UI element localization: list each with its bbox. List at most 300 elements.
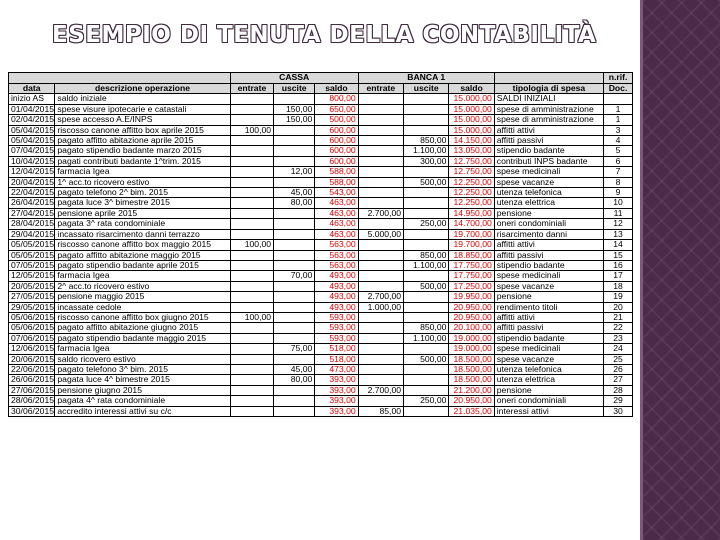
- cell-tipo: pensione: [494, 292, 603, 302]
- cell-tipo: spese di amministrazione: [494, 115, 603, 125]
- cell-b-bal: 15.000,00: [449, 104, 494, 114]
- cell-b-bal: 18.500,00: [449, 364, 494, 374]
- cell-c-out: 70,00: [274, 271, 315, 281]
- cell-b-out: 1.100,00: [404, 333, 449, 343]
- cell-c-bal: 563,00: [315, 260, 358, 270]
- cell-data: 30/06/2015: [9, 406, 55, 416]
- column-header: saldo: [449, 84, 494, 94]
- cassa-header: CASSA: [230, 73, 358, 84]
- cell-data: 07/06/2015: [9, 333, 55, 343]
- cell-b-in: [358, 312, 403, 322]
- cell-doc: 10: [604, 198, 633, 208]
- cell-tipo: utenza elettrica: [494, 375, 603, 385]
- cell-doc: 19: [604, 292, 633, 302]
- cell-tipo: spese vacanze: [494, 281, 603, 291]
- cell-b-bal: 12.250,00: [449, 198, 494, 208]
- cell-desc: saldo iniziale: [55, 94, 230, 104]
- cell-c-out: 80,00: [274, 198, 315, 208]
- cell-desc: incassate cedole: [55, 302, 230, 312]
- cell-b-bal: 17.250,00: [449, 281, 494, 291]
- cell-b-out: 850,00: [404, 136, 449, 146]
- cell-doc: 7: [604, 167, 633, 177]
- cell-doc: 4: [604, 136, 633, 146]
- cell-desc: riscosso canone affitto box giugno 2015: [55, 312, 230, 322]
- cell-b-out: [404, 125, 449, 135]
- cell-desc: pagato stipendio badante marzo 2015: [55, 146, 230, 156]
- cell-c-in: [230, 146, 273, 156]
- cell-c-out: [274, 385, 315, 395]
- cell-c-out: [274, 302, 315, 312]
- cell-b-in: [358, 260, 403, 270]
- cell-c-in: [230, 156, 273, 166]
- cell-data: 28/04/2015: [9, 219, 55, 229]
- cell-desc: farmacia Igea: [55, 344, 230, 354]
- column-header: entrate: [230, 84, 273, 94]
- cell-b-out: [404, 208, 449, 218]
- cell-c-bal: 393,00: [315, 375, 358, 385]
- cell-doc: 5: [604, 146, 633, 156]
- cell-b-in: [358, 354, 403, 364]
- cell-b-bal: 21.035,00: [449, 406, 494, 416]
- cell-b-in: [358, 219, 403, 229]
- cell-c-out: [274, 323, 315, 333]
- cell-c-bal: 493,00: [315, 271, 358, 281]
- cell-c-in: [230, 115, 273, 125]
- cell-doc: 22: [604, 323, 633, 333]
- cell-b-out: [404, 375, 449, 385]
- table-row: [9, 167, 633, 177]
- cell-desc: pagato stipendio badante maggio 2015: [55, 333, 230, 343]
- column-header: data: [9, 84, 55, 94]
- cell-c-bal: 588,00: [315, 167, 358, 177]
- cell-tipo: contributi INPS badante: [494, 156, 603, 166]
- cell-c-out: [274, 177, 315, 187]
- cell-b-in: [358, 94, 403, 104]
- cell-b-out: 850,00: [404, 323, 449, 333]
- cell-c-in: 100,00: [230, 125, 273, 135]
- slide-title: ESEMPIO DI TENUTA DELLA CONTABILITÀ: [52, 22, 597, 48]
- cell-tipo: utenza telefonica: [494, 188, 603, 198]
- table-row: [9, 302, 633, 312]
- cell-tipo: interessi attivi: [494, 406, 603, 416]
- banca-header: BANCA 1: [358, 73, 494, 84]
- cell-b-bal: 20.950,00: [449, 302, 494, 312]
- cell-b-in: [358, 125, 403, 135]
- cell-c-bal: 518,00: [315, 344, 358, 354]
- cell-b-in: [358, 156, 403, 166]
- cell-doc: 17: [604, 271, 633, 281]
- cell-c-out: [274, 312, 315, 322]
- cell-c-bal: 393,00: [315, 406, 358, 416]
- cell-tipo: stipendio badante: [494, 333, 603, 343]
- cell-c-in: [230, 406, 273, 416]
- table-row: [9, 354, 633, 364]
- cell-b-bal: 14.950,00: [449, 208, 494, 218]
- cell-desc: pagati contributi badante 1^trim. 2015: [55, 156, 230, 166]
- cell-b-in: 2.700,00: [358, 208, 403, 218]
- cell-data: 26/04/2015: [9, 198, 55, 208]
- cell-b-out: 850,00: [404, 250, 449, 260]
- cell-doc: 1: [604, 104, 633, 114]
- cell-b-bal: 18.850,00: [449, 250, 494, 260]
- cell-tipo: spese medicinali: [494, 344, 603, 354]
- cell-doc: 15: [604, 250, 633, 260]
- cell-b-in: [358, 323, 403, 333]
- cell-tipo: spese di amministrazione: [494, 104, 603, 114]
- cell-b-bal: 19.000,00: [449, 333, 494, 343]
- table-row: [9, 375, 633, 385]
- cell-c-in: [230, 177, 273, 187]
- cell-c-out: [274, 292, 315, 302]
- cell-c-in: [230, 375, 273, 385]
- cell-c-bal: 650,00: [315, 104, 358, 114]
- cell-c-in: [230, 167, 273, 177]
- cell-c-out: [274, 229, 315, 239]
- cell-data: 12/06/2015: [9, 344, 55, 354]
- cell-b-out: 500,00: [404, 177, 449, 187]
- cell-b-in: [358, 146, 403, 156]
- cell-b-in: [358, 271, 403, 281]
- cell-data: 02/04/2015: [9, 115, 55, 125]
- cell-data: 05/04/2015: [9, 125, 55, 135]
- cell-b-out: 250,00: [404, 396, 449, 406]
- column-header: Doc.: [604, 84, 633, 94]
- cell-c-bal: 463,00: [315, 208, 358, 218]
- cell-desc: pagato stipendio badante aprile 2015: [55, 260, 230, 270]
- cell-b-bal: 21.200,00: [449, 385, 494, 395]
- cell-b-in: [358, 167, 403, 177]
- cell-tipo: oneri condominiali: [494, 396, 603, 406]
- cell-b-bal: 20.100,00: [449, 323, 494, 333]
- cell-b-out: 300,00: [404, 156, 449, 166]
- cell-b-out: [404, 188, 449, 198]
- cell-desc: 2^ acc.to ricovero estivo: [55, 281, 230, 291]
- group-header-row: [9, 73, 633, 84]
- cell-b-in: [358, 344, 403, 354]
- cell-c-out: [274, 208, 315, 218]
- cell-c-bal: 493,00: [315, 302, 358, 312]
- cell-desc: accredito interessi attivi su c/c: [55, 406, 230, 416]
- cell-c-bal: 463,00: [315, 198, 358, 208]
- cell-b-bal: 19.700,00: [449, 229, 494, 239]
- cell-doc: 3: [604, 125, 633, 135]
- cell-tipo: spese medicinali: [494, 167, 603, 177]
- cell-tipo: rendimento titoli: [494, 302, 603, 312]
- table-row: [9, 125, 633, 135]
- column-header: descrizione operazione: [55, 84, 230, 94]
- cell-b-in: [358, 115, 403, 125]
- cell-data: 26/06/2015: [9, 375, 55, 385]
- table-row: [9, 177, 633, 187]
- ledger-body: [9, 94, 633, 417]
- cell-b-in: [358, 188, 403, 198]
- cell-tipo: spese vacanze: [494, 177, 603, 187]
- cell-c-bal: 543,00: [315, 188, 358, 198]
- cell-b-bal: 17.750,00: [449, 260, 494, 270]
- cell-c-in: [230, 354, 273, 364]
- cell-data: 05/06/2015: [9, 312, 55, 322]
- cell-b-out: [404, 104, 449, 114]
- cell-c-bal: 600,00: [315, 125, 358, 135]
- cell-data: 20/05/2015: [9, 281, 55, 291]
- cell-data: 27/06/2015: [9, 385, 55, 395]
- cell-c-bal: 593,00: [315, 312, 358, 322]
- cell-c-in: [230, 396, 273, 406]
- table-row: [9, 198, 633, 208]
- cell-c-in: [230, 292, 273, 302]
- cell-c-out: [274, 94, 315, 104]
- cell-c-bal: 800,00: [315, 94, 358, 104]
- cell-tipo: stipendio badante: [494, 260, 603, 270]
- cell-data: 28/06/2015: [9, 396, 55, 406]
- table-row: [9, 260, 633, 270]
- cell-c-out: 150,00: [274, 104, 315, 114]
- cell-b-bal: 20.950,00: [449, 312, 494, 322]
- cell-tipo: spese medicinali: [494, 271, 603, 281]
- table-row: [9, 240, 633, 250]
- blank-header: [9, 73, 231, 84]
- cell-b-bal: 18.500,00: [449, 375, 494, 385]
- cell-data: 27/05/2015: [9, 292, 55, 302]
- table-row: [9, 229, 633, 239]
- table-row: [9, 219, 633, 229]
- cell-desc: pagato affitto abitazione maggio 2015: [55, 250, 230, 260]
- cell-c-in: 100,00: [230, 240, 273, 250]
- cell-c-bal: 588,00: [315, 177, 358, 187]
- cell-b-bal: 12.250,00: [449, 177, 494, 187]
- cell-b-bal: 18.500,00: [449, 354, 494, 364]
- cell-doc: 24: [604, 344, 633, 354]
- cell-doc: 13: [604, 229, 633, 239]
- cell-c-out: [274, 354, 315, 364]
- cell-doc: 27: [604, 375, 633, 385]
- cell-b-bal: 19.950,00: [449, 292, 494, 302]
- cell-doc: 9: [604, 188, 633, 198]
- cell-data: 01/04/2015: [9, 104, 55, 114]
- cell-desc: farmacia Igea: [55, 167, 230, 177]
- cell-desc: spese visure ipotecarie e catastali: [55, 104, 230, 114]
- cell-data: 05/05/2015: [9, 240, 55, 250]
- cell-b-out: [404, 344, 449, 354]
- cell-tipo: affitti attivi: [494, 125, 603, 135]
- cell-doc: 1: [604, 115, 633, 125]
- cell-doc: 23: [604, 333, 633, 343]
- cell-b-out: [404, 240, 449, 250]
- table-row: [9, 156, 633, 166]
- cell-c-bal: 593,00: [315, 333, 358, 343]
- cell-data: 20/06/2015: [9, 354, 55, 364]
- cell-tipo: affitti attivi: [494, 312, 603, 322]
- cell-b-out: [404, 271, 449, 281]
- cell-tipo: affitti passivi: [494, 250, 603, 260]
- table-row: [9, 364, 633, 374]
- cell-doc: 25: [604, 354, 633, 364]
- cell-c-out: [274, 219, 315, 229]
- table-row: [9, 271, 633, 281]
- cell-tipo: affitti passivi: [494, 323, 603, 333]
- cell-tipo: pensione: [494, 385, 603, 395]
- column-header-row: [9, 84, 633, 94]
- cell-b-out: [404, 364, 449, 374]
- cell-b-out: [404, 302, 449, 312]
- cell-c-out: 150,00: [274, 115, 315, 125]
- table-row: [9, 344, 633, 354]
- cell-doc: 6: [604, 156, 633, 166]
- cell-doc: 26: [604, 364, 633, 374]
- cell-data: 22/06/2015: [9, 364, 55, 374]
- cell-data: inizio AS: [9, 94, 55, 104]
- cell-desc: spese accesso A.E/INPS: [55, 115, 230, 125]
- cell-doc: 11: [604, 208, 633, 218]
- cell-b-out: 500,00: [404, 281, 449, 291]
- cell-desc: 1^ acc.to ricovero estivo: [55, 177, 230, 187]
- cell-c-out: [274, 156, 315, 166]
- table-row: [9, 188, 633, 198]
- cell-b-in: 1.000,00: [358, 302, 403, 312]
- cell-c-bal: 563,00: [315, 250, 358, 260]
- cell-c-in: [230, 188, 273, 198]
- cell-c-out: [274, 333, 315, 343]
- cell-c-bal: 600,00: [315, 136, 358, 146]
- cell-c-out: [274, 281, 315, 291]
- column-header: uscite: [404, 84, 449, 94]
- cell-desc: farmacia Igea: [55, 271, 230, 281]
- cell-b-out: [404, 406, 449, 416]
- cell-c-out: 12,00: [274, 167, 315, 177]
- cell-c-in: [230, 260, 273, 270]
- cell-b-bal: 15.000,00: [449, 125, 494, 135]
- nrif-header: n.rif.: [604, 73, 633, 84]
- table-row: [9, 146, 633, 156]
- cell-b-bal: 20.950,00: [449, 396, 494, 406]
- cell-c-in: [230, 364, 273, 374]
- decorative-side-panel: [643, 0, 720, 540]
- cell-desc: pagato telefono 2^ bim. 2015: [55, 188, 230, 198]
- cell-b-in: [358, 198, 403, 208]
- cell-c-bal: 593,00: [315, 323, 358, 333]
- table-row: [9, 312, 633, 322]
- cell-tipo: affitti attivi: [494, 240, 603, 250]
- cell-c-out: [274, 146, 315, 156]
- cell-c-out: 45,00: [274, 188, 315, 198]
- cell-c-bal: 600,00: [315, 146, 358, 156]
- cell-desc: pagato telefono 3^ bim. 2015: [55, 364, 230, 374]
- table-row: [9, 115, 633, 125]
- cell-c-in: [230, 136, 273, 146]
- cell-c-in: [230, 198, 273, 208]
- cell-doc: 8: [604, 177, 633, 187]
- cell-desc: pagata luce 4^ bimestre 2015: [55, 375, 230, 385]
- cell-b-bal: 15.000,00: [449, 94, 494, 104]
- cell-c-out: [274, 136, 315, 146]
- cell-b-bal: 15.000,00: [449, 115, 494, 125]
- table-row: [9, 333, 633, 343]
- cell-b-in: [358, 375, 403, 385]
- cell-c-out: 45,00: [274, 364, 315, 374]
- cell-c-in: [230, 271, 273, 281]
- cell-b-out: [404, 167, 449, 177]
- cell-c-in: [230, 94, 273, 104]
- cell-doc: 16: [604, 260, 633, 270]
- cell-desc: pagato affitto abitazione giugno 2015: [55, 323, 230, 333]
- cell-b-out: 250,00: [404, 219, 449, 229]
- cell-b-bal: 12.250,00: [449, 188, 494, 198]
- cell-tipo: stipendio badante: [494, 146, 603, 156]
- cell-data: 05/06/2015: [9, 323, 55, 333]
- cell-data: 27/04/2015: [9, 208, 55, 218]
- cell-b-bal: 14.150,00: [449, 136, 494, 146]
- cell-b-out: [404, 94, 449, 104]
- cell-c-bal: 563,00: [315, 240, 358, 250]
- table-row: [9, 323, 633, 333]
- cell-doc: 12: [604, 219, 633, 229]
- cell-doc: 29: [604, 396, 633, 406]
- cell-b-in: [358, 104, 403, 114]
- cell-b-out: [404, 292, 449, 302]
- cell-data: 12/05/2015: [9, 271, 55, 281]
- cell-b-bal: 17.750,00: [449, 271, 494, 281]
- cell-data: 20/04/2015: [9, 177, 55, 187]
- table-row: [9, 406, 633, 416]
- column-header: tipologia di spesa: [494, 84, 603, 94]
- cell-doc: 18: [604, 281, 633, 291]
- cell-tipo: utenza elettrica: [494, 198, 603, 208]
- cell-desc: pagata 3^ rata condominiale: [55, 219, 230, 229]
- cell-c-in: [230, 302, 273, 312]
- cell-data: 12/04/2015: [9, 167, 55, 177]
- cell-c-in: [230, 323, 273, 333]
- cell-desc: saldo ricovero estivo: [55, 354, 230, 364]
- cell-c-in: [230, 385, 273, 395]
- cell-data: 10/04/2015: [9, 156, 55, 166]
- cell-data: 05/05/2015: [9, 250, 55, 260]
- cell-b-in: 2.700,00: [358, 385, 403, 395]
- cell-c-bal: 473,00: [315, 364, 358, 374]
- cell-doc: 20: [604, 302, 633, 312]
- cell-c-in: [230, 219, 273, 229]
- cell-b-out: 1.100,00: [404, 146, 449, 156]
- cell-c-bal: 393,00: [315, 396, 358, 406]
- cell-b-out: [404, 115, 449, 125]
- cell-doc: [604, 94, 633, 104]
- column-header: saldo: [315, 84, 358, 94]
- table-row: [9, 250, 633, 260]
- cell-b-out: [404, 229, 449, 239]
- cell-desc: incassato risarcimento danni terrazzo: [55, 229, 230, 239]
- cell-tipo: pensione: [494, 208, 603, 218]
- cell-c-out: [274, 406, 315, 416]
- cell-c-bal: 518,00: [315, 354, 358, 364]
- table-row: [9, 104, 633, 114]
- column-header: uscite: [274, 84, 315, 94]
- cell-data: 05/04/2015: [9, 136, 55, 146]
- cell-tipo: risarcimento danni: [494, 229, 603, 239]
- cell-b-in: [358, 240, 403, 250]
- cell-desc: pagata luce 3^ bimestre 2015: [55, 198, 230, 208]
- ledger-table: [8, 72, 633, 417]
- cell-b-in: [358, 281, 403, 291]
- cell-c-out: [274, 125, 315, 135]
- cell-c-out: [274, 250, 315, 260]
- cell-c-out: [274, 396, 315, 406]
- cell-b-in: [358, 250, 403, 260]
- cell-c-bal: 393,00: [315, 385, 358, 395]
- cell-b-in: 2.700,00: [358, 292, 403, 302]
- cell-desc: pagato affitto abitazione aprile 2015: [55, 136, 230, 146]
- cell-desc: pensione giugno 2015: [55, 385, 230, 395]
- cell-doc: 14: [604, 240, 633, 250]
- cell-b-bal: 19.000,00: [449, 344, 494, 354]
